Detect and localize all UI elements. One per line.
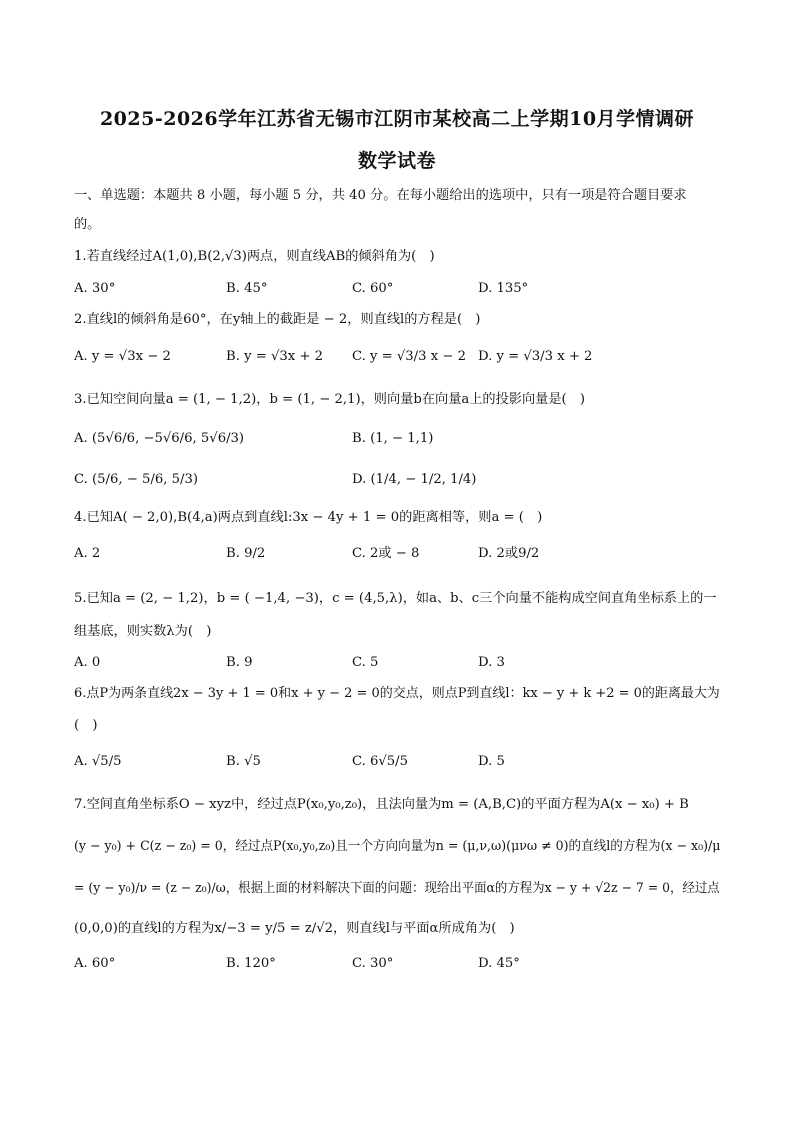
question-6-option-b: B. √5: [226, 754, 261, 769]
question-3-option-c: C. (5/6, − 5/6, 5/3): [74, 472, 198, 487]
exam-subtitle: 数学试卷: [357, 150, 436, 172]
question-7-option-c: C. 30°: [352, 956, 394, 971]
question-5-option-a: A. 0: [74, 655, 101, 670]
question-5-stem: 5.已知a = (2, − 1,2)，b = ( −1,4, −3)，c = (4,5,λ)，如a、b、c三个向量不能构成空间直角坐标系上的一: [74, 591, 717, 606]
question-7-stem-cont-1: (y − y₀) + C(z − z₀) = 0，经过点P(x₀,y₀,z₀)且一个方向向量为n = (μ,ν,ω)(μνω ≠ 0)的直线l的方程为(x − x₀)/μ: [74, 839, 721, 854]
question-3-option-a: A. (5√6/6, −5√6/6, 5√6/3): [74, 431, 245, 446]
question-4-stem: 4.已知A( − 2,0),B(4,a)两点到直线l:3x − 4y + 1 = 0的距离相等，则a = ( ): [74, 510, 543, 525]
question-4-option-b: B. 9/2: [226, 546, 266, 561]
question-1-option-d: D. 135°: [478, 281, 529, 296]
question-6-stem-cont: ( ): [74, 718, 98, 733]
question-5-option-b: B. 9: [226, 655, 253, 670]
question-3-option-d: D. (1/4, − 1/2, 1/4): [352, 472, 477, 487]
question-7-stem: 7.空间直角坐标系O − xyz中，经过点P(x₀,y₀,z₀)，且法向量为m = (A,B,C)的平面方程为A(x − x₀) + B: [74, 797, 689, 812]
question-4-option-a: A. 2: [74, 546, 101, 561]
section-instructions: 一、单选题：本题共 8 小题，每小题 5 分，共 40 分。在每小题给出的选项中，只有一项是符合题目要求: [74, 188, 687, 203]
question-7-stem-cont-3: (0,0,0)的直线l的方程为x/−3 = y/5 = z/√2，则直线l与平面α所成角为( ): [74, 921, 515, 936]
question-6-option-c: C. 6√5/5: [352, 754, 409, 769]
exam-title: 2025-2026学年江苏省无锡市江阴市某校高二上学期10月学情调研: [99, 108, 695, 130]
question-4-option-c: C. 2或 − 8: [352, 546, 420, 561]
question-2-stem: 2.直线l的倾斜角是60°，在y轴上的截距是 − 2，则直线l的方程是( ): [74, 312, 481, 327]
question-7-option-d: D. 45°: [478, 956, 520, 971]
question-7-option-a: A. 60°: [74, 956, 116, 971]
section-instructions-cont: 的。: [74, 217, 101, 232]
question-1-option-a: A. 30°: [74, 281, 116, 296]
question-5-stem-cont: 组基底，则实数λ为( ): [74, 624, 212, 639]
question-1-option-c: C. 60°: [352, 281, 394, 296]
question-2-option-b: B. y = √3x + 2: [226, 349, 324, 364]
question-1-option-b: B. 45°: [226, 281, 268, 296]
question-4-option-d: D. 2或9/2: [478, 546, 540, 561]
question-5-option-c: C. 5: [352, 655, 379, 670]
question-1-stem: 1.若直线经过A(1,0),B(2,√3)两点，则直线AB的倾斜角为( ): [74, 249, 435, 264]
question-2-option-d: D. y = √3/3 x + 2: [478, 349, 593, 364]
question-7-stem-cont-2: = (y − y₀)/ν = (z − z₀)/ω，根据上面的材料解决下面的问题：现给出平面α的方程为x − y + √2z − 7 = 0，经过点: [74, 881, 720, 896]
question-6-option-d: D. 5: [478, 754, 505, 769]
question-6-stem: 6.点P为两条直线2x − 3y + 1 = 0和x + y − 2 = 0的交点，则点P到直线l：kx − y + k +2 = 0的距离最大为: [74, 686, 720, 701]
question-7-option-b: B. 120°: [226, 956, 276, 971]
question-3-option-b: B. (1, − 1,1): [352, 431, 434, 446]
question-2-option-a: A. y = √3x − 2: [74, 349, 171, 364]
question-2-option-c: C. y = √3/3 x − 2: [352, 349, 466, 364]
question-3-stem: 3.已知空间向量a = (1, − 1,2)，b = (1, − 2,1)，则向量b在向量a上的投影向量是( ): [74, 392, 586, 407]
question-6-option-a: A. √5/5: [74, 754, 122, 769]
question-5-option-d: D. 3: [478, 655, 505, 670]
